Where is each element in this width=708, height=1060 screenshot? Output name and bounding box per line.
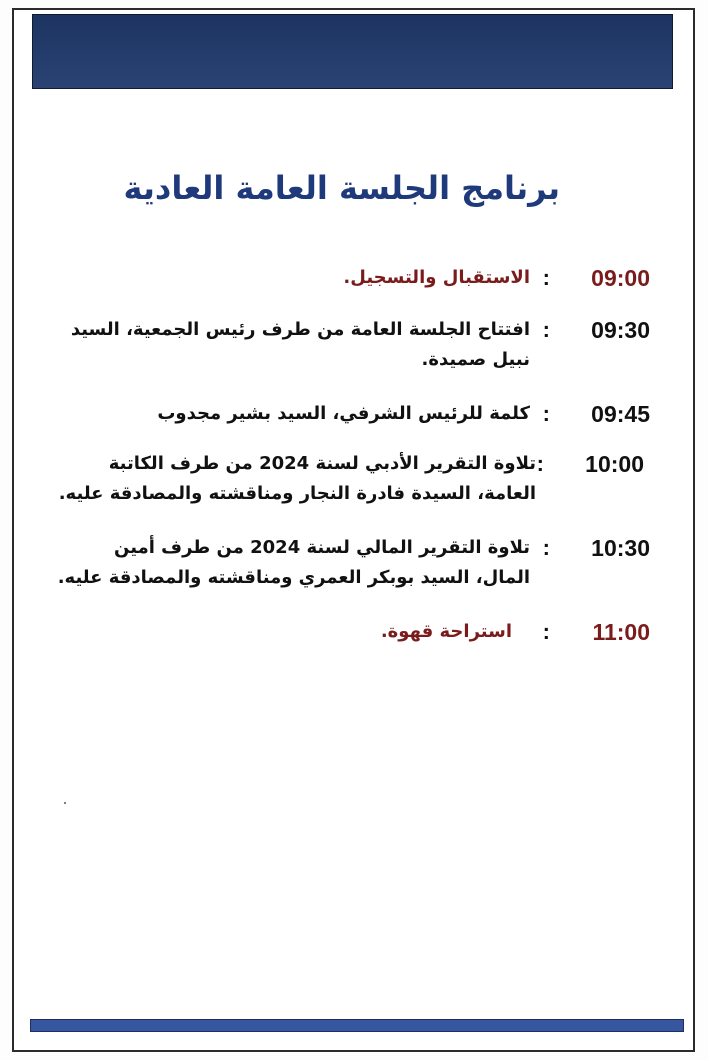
schedule-time: 11:00 [592, 619, 650, 645]
schedule-item [40, 399, 650, 433]
schedule-separator: : [536, 451, 544, 476]
schedule-separator: : [542, 535, 550, 560]
footer-bar [30, 1019, 684, 1032]
schedule-time: 09:00 [591, 265, 650, 291]
header-banner [32, 14, 673, 89]
schedule-separator: : [542, 317, 550, 342]
schedule-item [40, 263, 650, 297]
schedule-time: 09:45 [591, 401, 650, 427]
page-title: برنامج الجلسة العامة العادية [123, 169, 560, 207]
stray-mark [64, 802, 66, 804]
schedule-description: تلاوة التقرير المالي لسنة 2024 من طرف أمين المال، السيد بوبكر العمري ومناقشته والمصادقة عليه. [57, 537, 530, 588]
schedule-separator: : [542, 401, 550, 426]
schedule-time: 10:30 [591, 535, 650, 561]
schedule-description: افتتاح الجلسة العامة من طرف رئيس الجمعية، السيد نبيل صميدة. [70, 319, 530, 370]
schedule-description: تلاوة التقرير الأدبي لسنة 2024 من طرف الكاتبة العامة، السيدة فادرة النجار ومناقشته والمصادقة عليه. [58, 453, 536, 504]
schedule-item [40, 533, 650, 597]
schedule-time: 09:30 [591, 317, 650, 343]
schedule-description: كلمة للرئيس الشرفي، السيد بشير مجدوب [157, 403, 530, 424]
schedule-description: الاستقبال والتسجيل. [343, 267, 530, 288]
schedule-separator: : [542, 265, 550, 290]
schedule-item [40, 315, 650, 379]
schedule-separator: : [542, 619, 550, 644]
schedule-item [40, 617, 650, 651]
schedule-time: 10:00 [585, 451, 644, 477]
schedule-item [40, 449, 650, 513]
schedule-description: استراحة قهوة. [380, 621, 512, 642]
